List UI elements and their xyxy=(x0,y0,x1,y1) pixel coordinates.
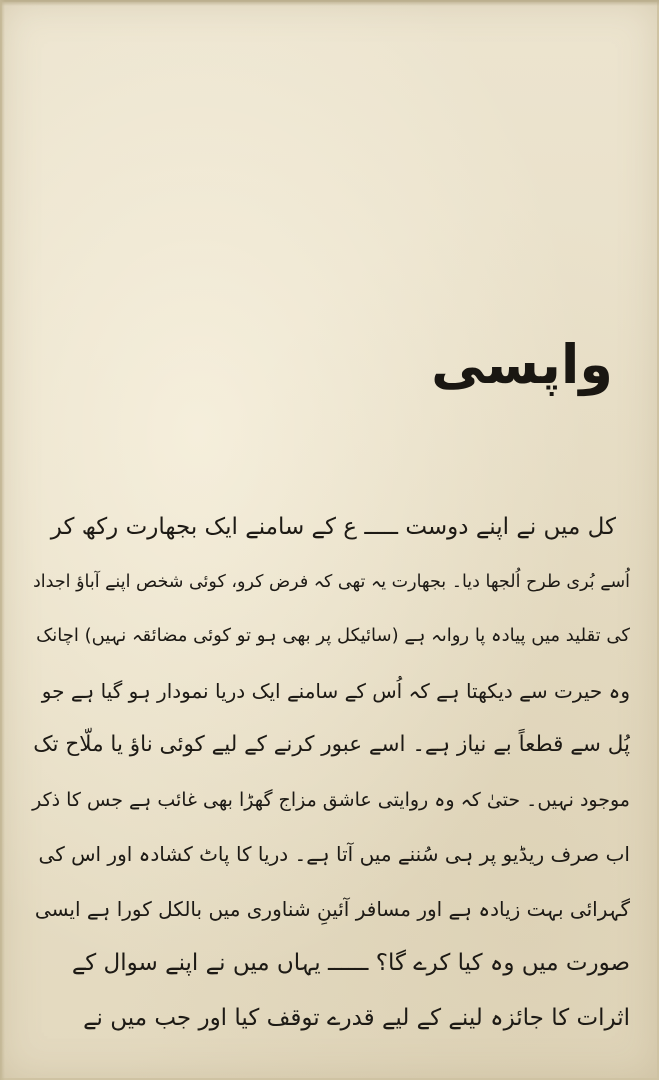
text-line: اب صرف ریڈیو پر ہی سُننے میں آتا ہے۔ دریا کا پاٹ کشادہ اور اس کی xyxy=(38,842,630,866)
text-line: کل میں نے اپنے دوست ـــــ ع کے سامنے ایک بجھارت رکھ کر xyxy=(50,514,616,540)
text-line: وہ حیرت سے دیکھتا ہے کہ اُس کے سامنے ایک دریا نمودار ہو گیا ہے جو xyxy=(41,678,630,703)
body-text xyxy=(30,500,630,1060)
page-top-edge xyxy=(0,0,659,6)
page-left-edge xyxy=(0,0,5,1080)
text-line: پُل سے قطعاً بے نیاز ہے۔ اسے عبور کرنے کے لیے کوئی ناؤ یا ملّاح تک xyxy=(33,732,630,757)
chapter-title: واپسی xyxy=(431,333,613,396)
text-line: موجود نہیں۔ حتیٰ کہ وہ روایتی عاشق مزاج گھڑا بھی غائب ہے جس کا ذکر xyxy=(32,788,630,811)
text-line: کی تقلید میں پیادہ پا رواںہ ہے (سائیکل پر بھی ہو تو کوئی مضائقہ نہیں) اچانک xyxy=(36,625,630,646)
text-line: گہرائی بہت زیادہ ہے اور مسافر آئینِ شناوری میں بالکل کورا ہے ایسی xyxy=(34,896,630,921)
text-line: اُسے بُری طرح اُلجھا دیا۔ بجھارت یہ تھی کہ فرض کرو، کوئی شخص اپنے آباؤ اجداد xyxy=(33,571,630,592)
text-line: اثرات کا جائزہ لینے کے لیے قدرے توقف کیا اور جب میں نے xyxy=(83,1004,630,1031)
text-line: صورت میں وہ کیا کرے گا؟ ــــــ یہاں میں نے اپنے سوال کے xyxy=(71,950,630,976)
